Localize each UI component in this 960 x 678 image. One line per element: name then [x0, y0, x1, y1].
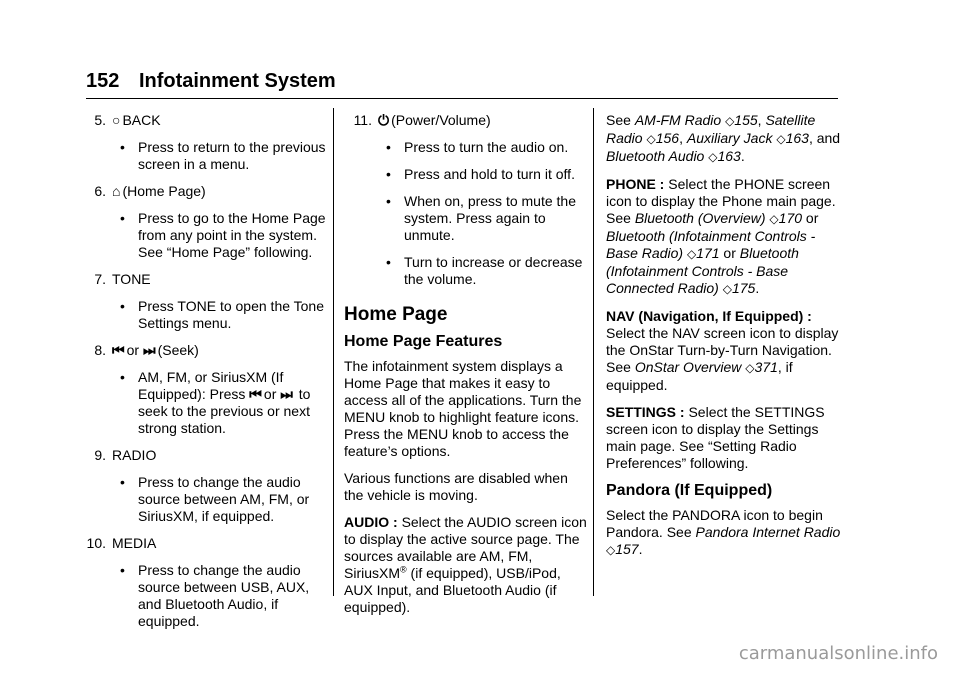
item-11: [344, 112, 588, 129]
bullet: • Press TONE to open the Tone Settings menu.: [120, 298, 325, 331]
bullet-text: to seek to the previous or next strong station.: [138, 386, 311, 436]
page-ref: 163: [785, 130, 809, 146]
page-ref: 171: [696, 245, 720, 261]
item-5: [78, 112, 328, 129]
bullet-text: Press to go to the Home Page from any point in the system. See “Home Page” following.: [138, 210, 326, 260]
column-3: [606, 112, 842, 569]
phone-paragraph: PHONE : Select the PHONE screen icon to display the Phone main page. See Bluetooth (Overview) ◇170 or Bluetooth (Infotainment Controls - Base Radio) ◇171 or Bluetooth (Infotainment Controls - Base Connected Radio) ◇175.: [606, 176, 836, 296]
page-ref: 157: [615, 541, 639, 557]
item-label: (Home Page): [122, 183, 206, 199]
item-label: (Seek): [157, 342, 199, 358]
or-text: or: [126, 342, 140, 358]
item-number: 9.: [94, 447, 106, 463]
item-7: [78, 271, 328, 288]
bullet-text: Press to change the audio source between AM, FM, or SiriusXM, if equipped.: [138, 474, 310, 524]
bullet: • Press to go to the Home Page from any point in the system. See “Home Page” following.: [120, 210, 326, 260]
watermark: carmanualsonline.info: [738, 643, 938, 664]
and-text: and: [816, 130, 841, 146]
column-1: [78, 112, 328, 640]
item-8: [78, 342, 328, 359]
ref-bluetooth-audio[interactable]: Bluetooth Audio: [606, 148, 705, 164]
bullet: • Press to change the audio source between AM, FM, or SiriusXM, if equipped.: [120, 474, 310, 524]
item-number: 10.: [86, 535, 106, 551]
ref-bluetooth-overview[interactable]: Bluetooth (Overview): [634, 210, 766, 226]
page-title: Infotainment System: [138, 70, 336, 92]
phone-text: Select the PHONE screen icon to display the Phone main page. See: [606, 176, 836, 226]
see-text: See: [606, 112, 631, 128]
bullet: • Press and hold to turn it off.: [386, 166, 575, 182]
settings-label: SETTINGS :: [606, 404, 685, 420]
paragraph: The infotainment system displays a Home Page that makes it easy to access all of the applications. Turn the MENU knob to highlight feature icons. Press the MENU knob to access the feature’s options.: [344, 358, 582, 459]
bullet-text: Press to return to the previous screen in a menu.: [138, 139, 326, 172]
nav-text: , if equipped.: [606, 359, 793, 393]
or-text: or: [723, 245, 736, 261]
ref-satellite-radio[interactable]: Satellite Radio: [606, 112, 816, 146]
pandora-text: Select the PANDORA icon to begin Pandora. See: [606, 507, 823, 540]
item-number: 8.: [94, 342, 106, 358]
bullet-text: AM, FM, or SiriusXM (If Equipped): Press: [138, 369, 284, 402]
page-ref: 156: [655, 130, 680, 146]
item-number: 5.: [94, 112, 106, 128]
or-text: or: [805, 210, 819, 226]
header-rule: [86, 98, 838, 99]
page-ref-icon: ◇: [769, 212, 779, 226]
registered-mark: ®: [400, 564, 407, 575]
item-label: RADIO: [112, 447, 157, 463]
page-header: [86, 70, 336, 93]
subheading-pandora: Pandora (If Equipped): [606, 482, 773, 499]
ref-onstar-overview[interactable]: OnStar Overview: [634, 359, 742, 375]
bullet-text: When on, press to mute the system. Press again to unmute.: [404, 193, 576, 243]
nav-paragraph: [606, 308, 842, 394]
item-9: [78, 447, 328, 464]
item-label: BACK: [122, 112, 161, 128]
item-number: 6.: [94, 183, 106, 199]
page-ref-icon: ◇: [708, 150, 718, 164]
see-references: See AM-FM Radio ◇155, Satellite Radio ◇156, Auxiliary Jack ◇163, and Bluetooth Audio ◇163.: [606, 112, 841, 164]
settings-paragraph: [606, 404, 842, 472]
seek-back-icon: ⏮: [112, 342, 125, 358]
ref-amfm-radio[interactable]: AM-FM Radio: [634, 112, 722, 128]
bullet-text: Press to turn the audio on.: [404, 139, 569, 155]
phone-label: PHONE :: [606, 176, 665, 192]
nav-label: NAV (Navigation, If Equipped) :: [606, 308, 812, 324]
bullet: • AM, FM, or SiriusXM (If Equipped): Press ⏮ or ⏭ to seek to the previous or next strong station.: [120, 369, 311, 436]
pandora-paragraph: Select the PANDORA icon to begin Pandora. See Pandora Internet Radio ◇157.: [606, 507, 841, 557]
bullet: • When on, press to mute the system. Press again to unmute.: [386, 193, 576, 243]
bullet-text: Press TONE to open the Tone Settings menu.: [138, 298, 325, 331]
ref-bluetooth-base-radio[interactable]: Bluetooth (Infotainment Controls - Base Radio): [606, 228, 816, 261]
page-ref: 371: [754, 359, 778, 375]
page-ref: 155: [734, 112, 758, 128]
page-ref-icon: ◇: [646, 132, 656, 146]
page-ref-icon: ◇: [606, 543, 616, 557]
page-ref-icon: ◇: [776, 132, 786, 146]
power-icon: ⏻: [378, 112, 390, 128]
ref-pandora-internet-radio[interactable]: Pandora Internet Radio: [695, 524, 841, 540]
home-icon: ⌂: [112, 183, 121, 199]
seek-forward-icon: ⏭: [280, 386, 293, 402]
audio-text: Select the AUDIO screen icon to display the active source page. The sources available are AM, FM, SiriusXM: [344, 514, 587, 581]
column-divider-2: [593, 108, 594, 596]
section-heading-home-page: Home Page: [344, 304, 448, 325]
page-ref-icon: ◇: [722, 282, 732, 296]
page-ref: 170: [778, 210, 803, 226]
subheading-home-page-features: Home Page Features: [344, 333, 503, 350]
column-divider-1: [333, 108, 334, 596]
bullet-text: Press to change the audio source between USB, AUX, and Bluetooth Audio, if equipped.: [138, 562, 310, 629]
bullet-text: Turn to increase or decrease the volume.: [404, 254, 583, 287]
item-10: [78, 535, 328, 552]
ref-bluetooth-base-connected-radio[interactable]: Bluetooth (Infotainment Controls - Base Connected Radio): [606, 245, 799, 296]
item-6: [78, 183, 328, 200]
item-number: 11.: [353, 112, 372, 128]
bullet: • Press to turn the audio on.: [386, 139, 569, 155]
or-text: or: [263, 386, 277, 402]
audio-label: AUDIO :: [344, 514, 398, 530]
page-ref-icon: ◇: [725, 114, 735, 128]
seek-forward-icon: ⏭: [142, 342, 156, 358]
paragraph: Various functions are disabled when the vehicle is moving.: [344, 470, 568, 503]
item-label: MEDIA: [112, 535, 157, 551]
page-ref: 175: [731, 280, 756, 296]
bullet: • Press to change the audio source between USB, AUX, and Bluetooth Audio, if equipped.: [120, 562, 310, 629]
item-label: (Power/Volume): [391, 112, 491, 128]
page-ref-icon: ◇: [686, 247, 697, 261]
audio-paragraph: [344, 514, 588, 616]
bullet: • Turn to increase or decrease the volume.: [386, 254, 583, 287]
nav-text: Select the NAV screen icon to display the OnStar Turn-by-Turn Navigation. See: [606, 325, 839, 375]
page-ref-icon: ◇: [745, 361, 755, 375]
item-label: TONE: [112, 271, 151, 287]
item-number: 7.: [94, 271, 106, 287]
seek-back-icon: ⏮: [249, 386, 262, 402]
ref-auxiliary-jack[interactable]: Auxiliary Jack: [686, 130, 773, 146]
page-ref: 163: [717, 148, 741, 164]
back-icon: ○: [112, 112, 121, 128]
bullet-text: Press and hold to turn it off.: [404, 166, 575, 182]
page-number: 152: [86, 70, 120, 92]
bullet: • Press to return to the previous screen in a menu.: [120, 139, 326, 172]
audio-text: (if equipped), USB/iPod, AUX Input, and Bluetooth Audio (if equipped).: [344, 565, 561, 615]
column-2: [344, 112, 588, 626]
settings-text: Select the SETTINGS screen icon to display the Settings main page. See “Setting Radio Preferences” following.: [606, 404, 825, 471]
